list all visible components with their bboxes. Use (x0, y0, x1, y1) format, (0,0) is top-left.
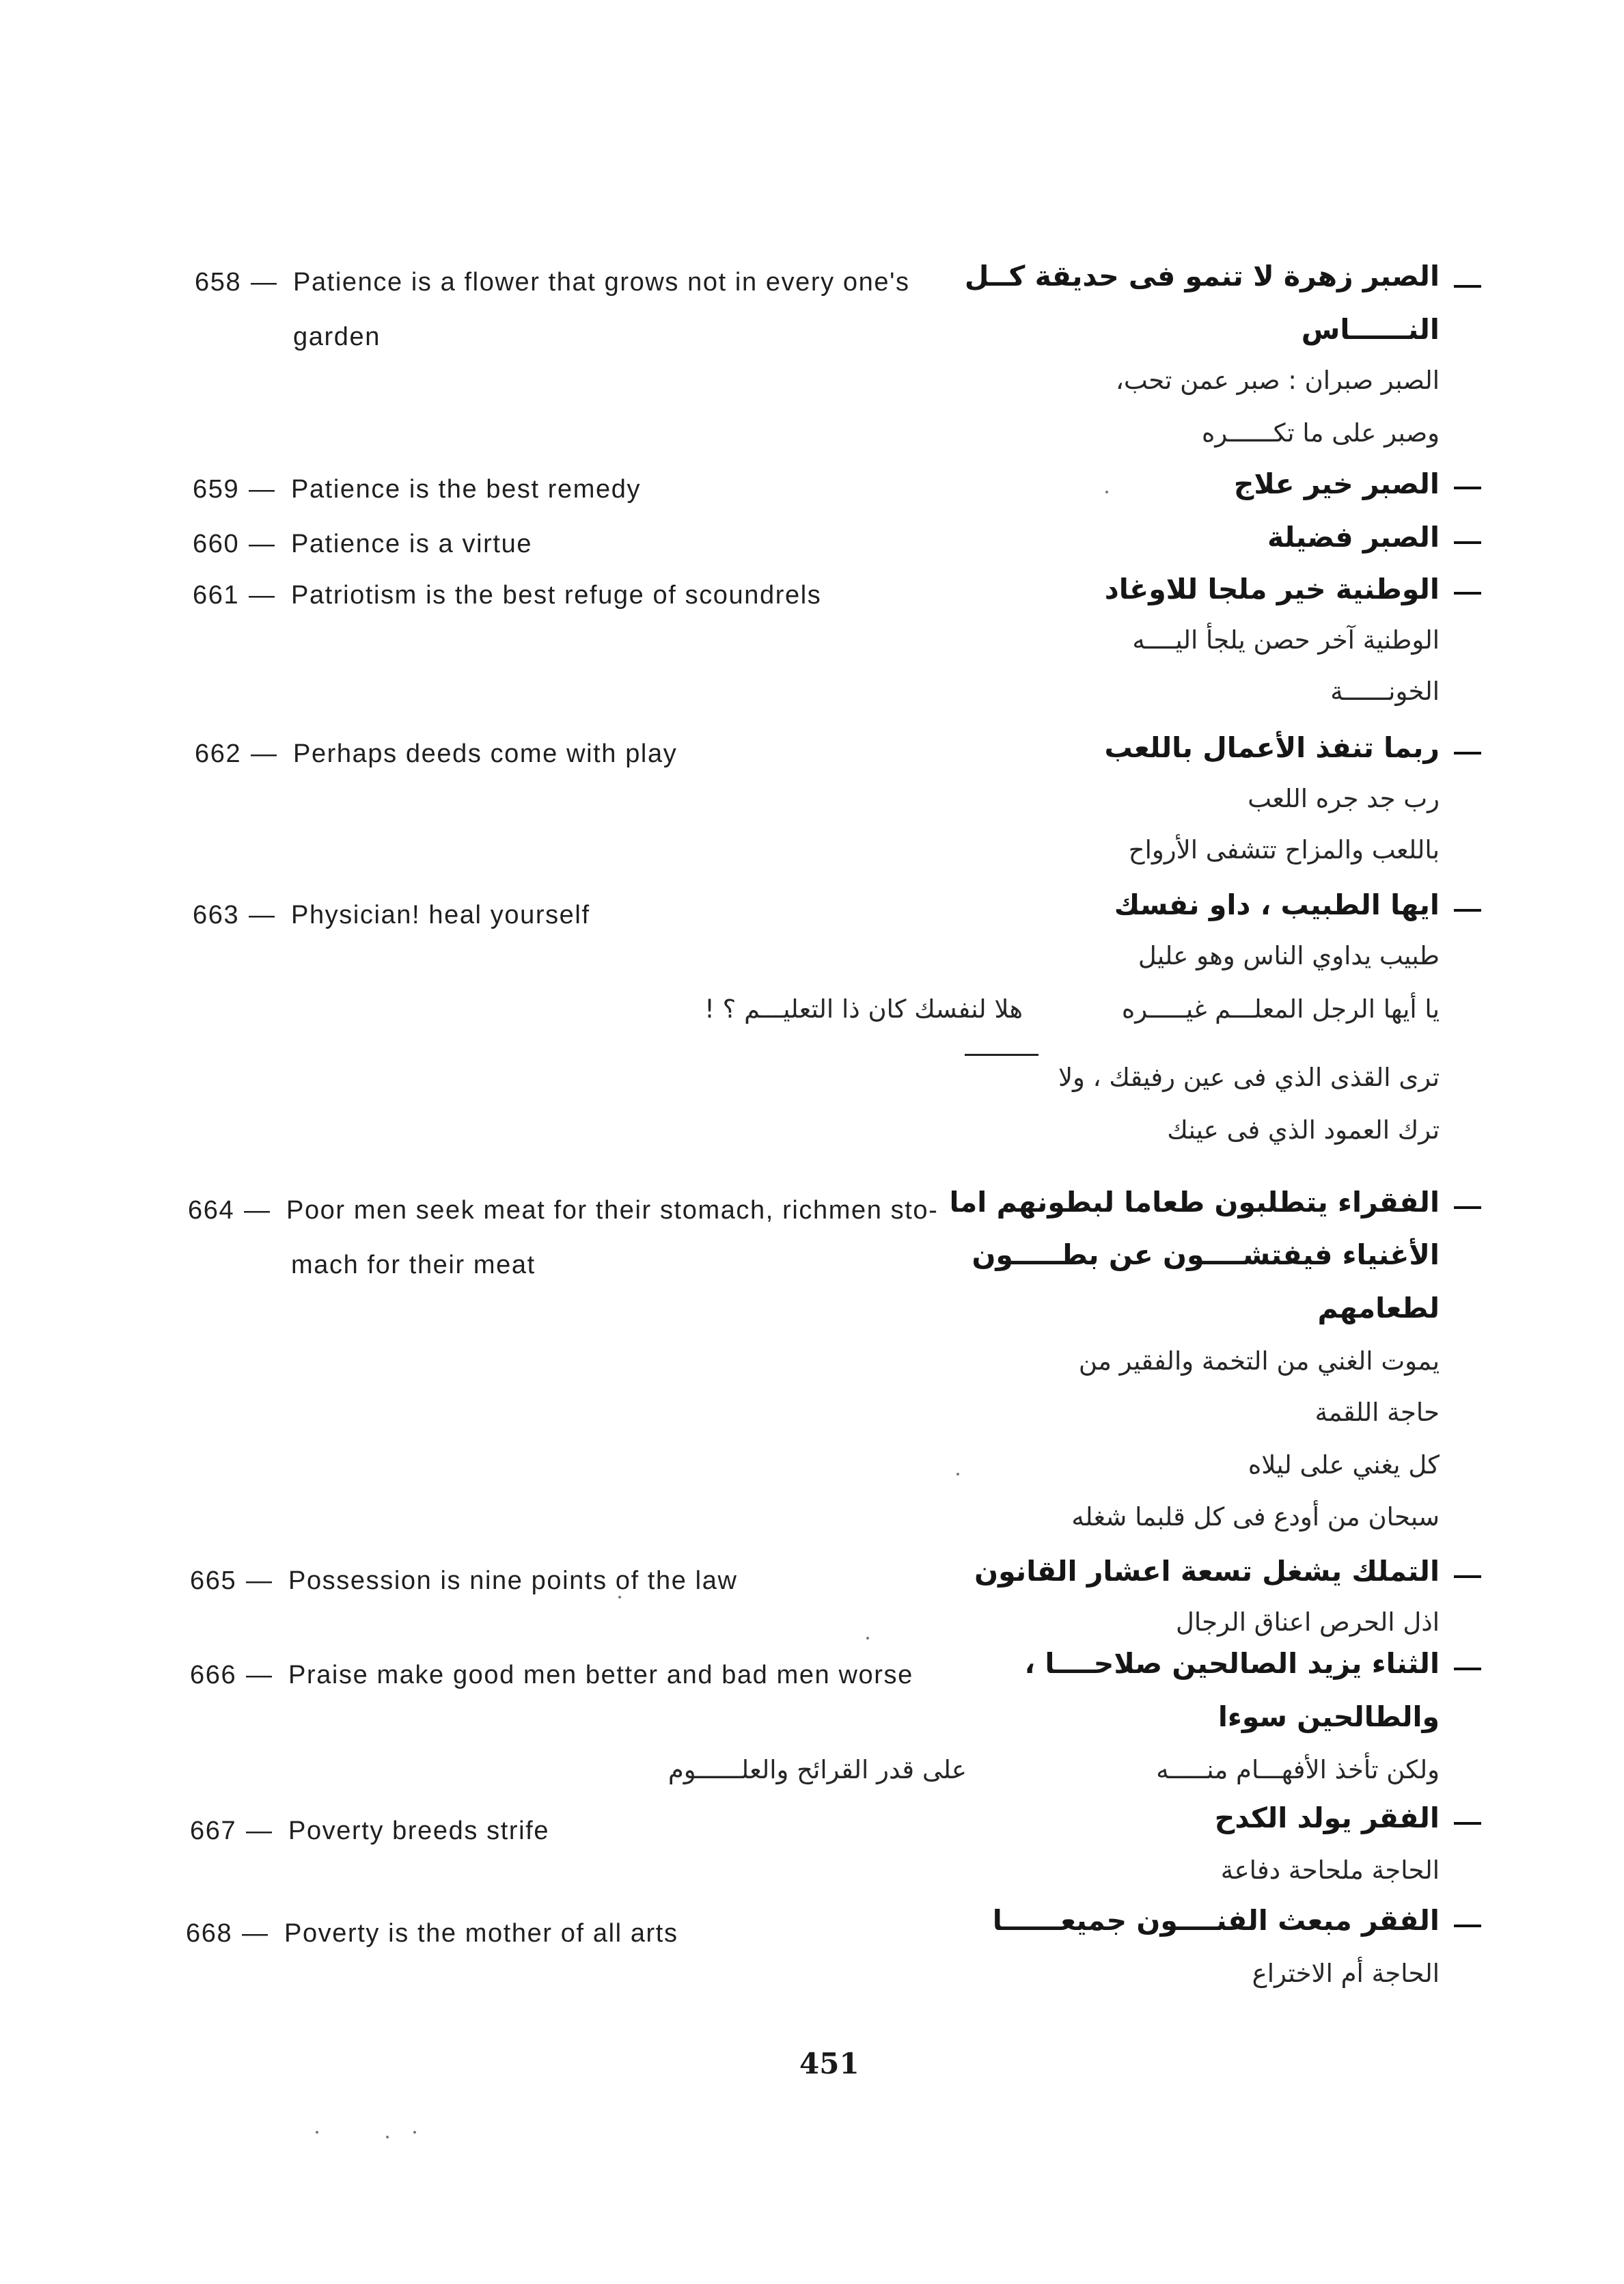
entry-666-side-verse: على قدر القرائح والعلــــــوم (668, 1755, 967, 1784)
entry-664-english: 664 — Poor men seek meat for their stomach, richmen sto- (188, 1196, 939, 1225)
entry-664-arabic-cont2: لطعامهم (1317, 1292, 1440, 1324)
entry-666-english: 666 — Praise make good men better and bad men worse (190, 1661, 913, 1689)
entry-664-note-1: يموت الغني من التخمة والفقير من (1078, 1346, 1440, 1376)
entry-663-note-1: طبيب يداوي الناس وهو عليل (1138, 941, 1440, 970)
entry-664-note-2: حاجة اللقمة (1315, 1398, 1440, 1427)
entry-664-english-cont: mach for their meat (291, 1251, 536, 1279)
entry-dash: — (251, 268, 278, 297)
entry-666-arabic: الثناء يزيد الصالحين صلاحــــا ، (1024, 1647, 1440, 1680)
entry-662-ar-dash (1454, 752, 1481, 754)
entry-658-ar-dash (1454, 285, 1481, 288)
english-proverb: Patience is a flower that grows not in every one's (293, 268, 910, 297)
page-number: 451 (799, 2047, 859, 2080)
entry-663-note-3: ترى القذى الذي فى عين رفيقك ، ولا (1058, 1063, 1440, 1092)
entry-666-ar-dash (1454, 1668, 1481, 1670)
scan-speck (1105, 491, 1108, 493)
entry-659-arabic: الصبر خير علاج (1233, 467, 1440, 500)
entry-660-english: 660 — Patience is a virtue (193, 530, 533, 558)
entry-658-arabic: الصبر زهرة لا تنمو فى حديقة كــل (964, 260, 1440, 293)
entry-660-arabic: الصبر فضيلة (1267, 521, 1440, 554)
entry-664-note-3: كل يغني على ليلاه (1248, 1450, 1440, 1480)
entry-number: 658 (195, 268, 242, 297)
scan-speck (386, 2136, 389, 2138)
divider (965, 1054, 1038, 1056)
entry-662-arabic: ربما تنفذ الأعمال باللعب (1104, 731, 1440, 764)
entry-666-arabic-cont: والطالحين سوءا (1217, 1700, 1440, 1733)
entry-662-english: 662 — Perhaps deeds come with play (195, 739, 678, 768)
entry-658-arabic-cont: النــــــاس (1301, 313, 1440, 346)
entry-662-note-2: باللعب والمزاح تتشفى الأرواح (1128, 835, 1440, 865)
entry-658-english (195, 268, 910, 297)
entry-664-ar-dash (1454, 1206, 1481, 1209)
entry-663-ar-dash (1454, 909, 1481, 912)
entry-667-arabic: الفقر يولد الكدح (1214, 1802, 1440, 1834)
entry-659-english: 659 — Patience is the best remedy (193, 475, 642, 504)
scan-speck (618, 1596, 621, 1599)
entry-664-arabic-cont: الأغنياء فيفتشــــون عن بطـــــون (972, 1238, 1440, 1271)
entry-658-note-1: الصبر صبران : صبر عمن تحب، (1115, 366, 1440, 395)
entry-667-english: 667 — Poverty breeds strife (190, 1817, 550, 1845)
scan-speck (413, 2131, 416, 2134)
entry-668-english: 668 — Poverty is the mother of all arts (186, 1919, 678, 1948)
entry-668-ar-dash (1454, 1925, 1481, 1927)
entry-661-english: 661 — Patriotism is the best refuge of scoundrels (193, 581, 822, 610)
entry-658-english-cont: garden (293, 323, 381, 351)
entry-661-ar-dash (1454, 592, 1481, 595)
entry-663-english: 663 — Physician! heal yourself (193, 901, 590, 929)
entry-660-ar-dash (1454, 541, 1481, 544)
scan-speck (316, 2131, 318, 2134)
entry-666-note-1: ولكن تأخذ الأفهـــام منـــــه (1156, 1755, 1440, 1784)
entry-661-arabic: الوطنية خير ملجا للاوغاد (1104, 573, 1440, 606)
scan-speck (956, 1473, 959, 1476)
entry-663-arabic: ايها الطبيب ، داو نفسك (1114, 888, 1440, 921)
scan-speck (866, 1637, 869, 1640)
entry-665-note-1: اذل الحرص اعناق الرجال (1175, 1607, 1440, 1637)
entry-663-note-2: يا أيها الرجل المعلـــم غيـــــره (1121, 994, 1440, 1024)
entry-659-ar-dash (1454, 487, 1481, 489)
entry-664-note-4: سبحان من أودع فى كل قلبما شغله (1071, 1502, 1440, 1532)
entry-663-note-4: ترك العمود الذي فى عينك (1167, 1115, 1440, 1145)
entry-668-note-1: الحاجة أم الاختراع (1252, 1959, 1440, 1988)
entry-663-side-verse: هلا لنفسك كان ذا التعليـــم ؟ ! (704, 994, 1023, 1024)
entry-665-english: 665 — Possession is nine points of the law (190, 1566, 738, 1595)
entry-667-ar-dash (1454, 1822, 1481, 1825)
entry-664-arabic: الفقراء يتطلبون طعاما لبطونهم اما (949, 1186, 1440, 1219)
entry-662-note-1: رب جد جره اللعب (1248, 784, 1440, 813)
entry-661-note-1: الوطنية آخر حصن يلجأ اليــــه (1132, 625, 1440, 655)
entry-665-arabic: التملك يشغل تسعة اعشار القانون (974, 1555, 1440, 1588)
entry-665-ar-dash (1454, 1575, 1481, 1578)
entry-661-note-2: الخونــــــة (1330, 677, 1440, 706)
entry-667-note-1: الحاجة ملحاحة دفاعة (1220, 1855, 1440, 1885)
entry-668-arabic: الفقر مبعث الفنــــون جميعــــــا (992, 1904, 1440, 1937)
entry-658-note-2: وصبر على ما تكــــــره (1202, 418, 1440, 448)
